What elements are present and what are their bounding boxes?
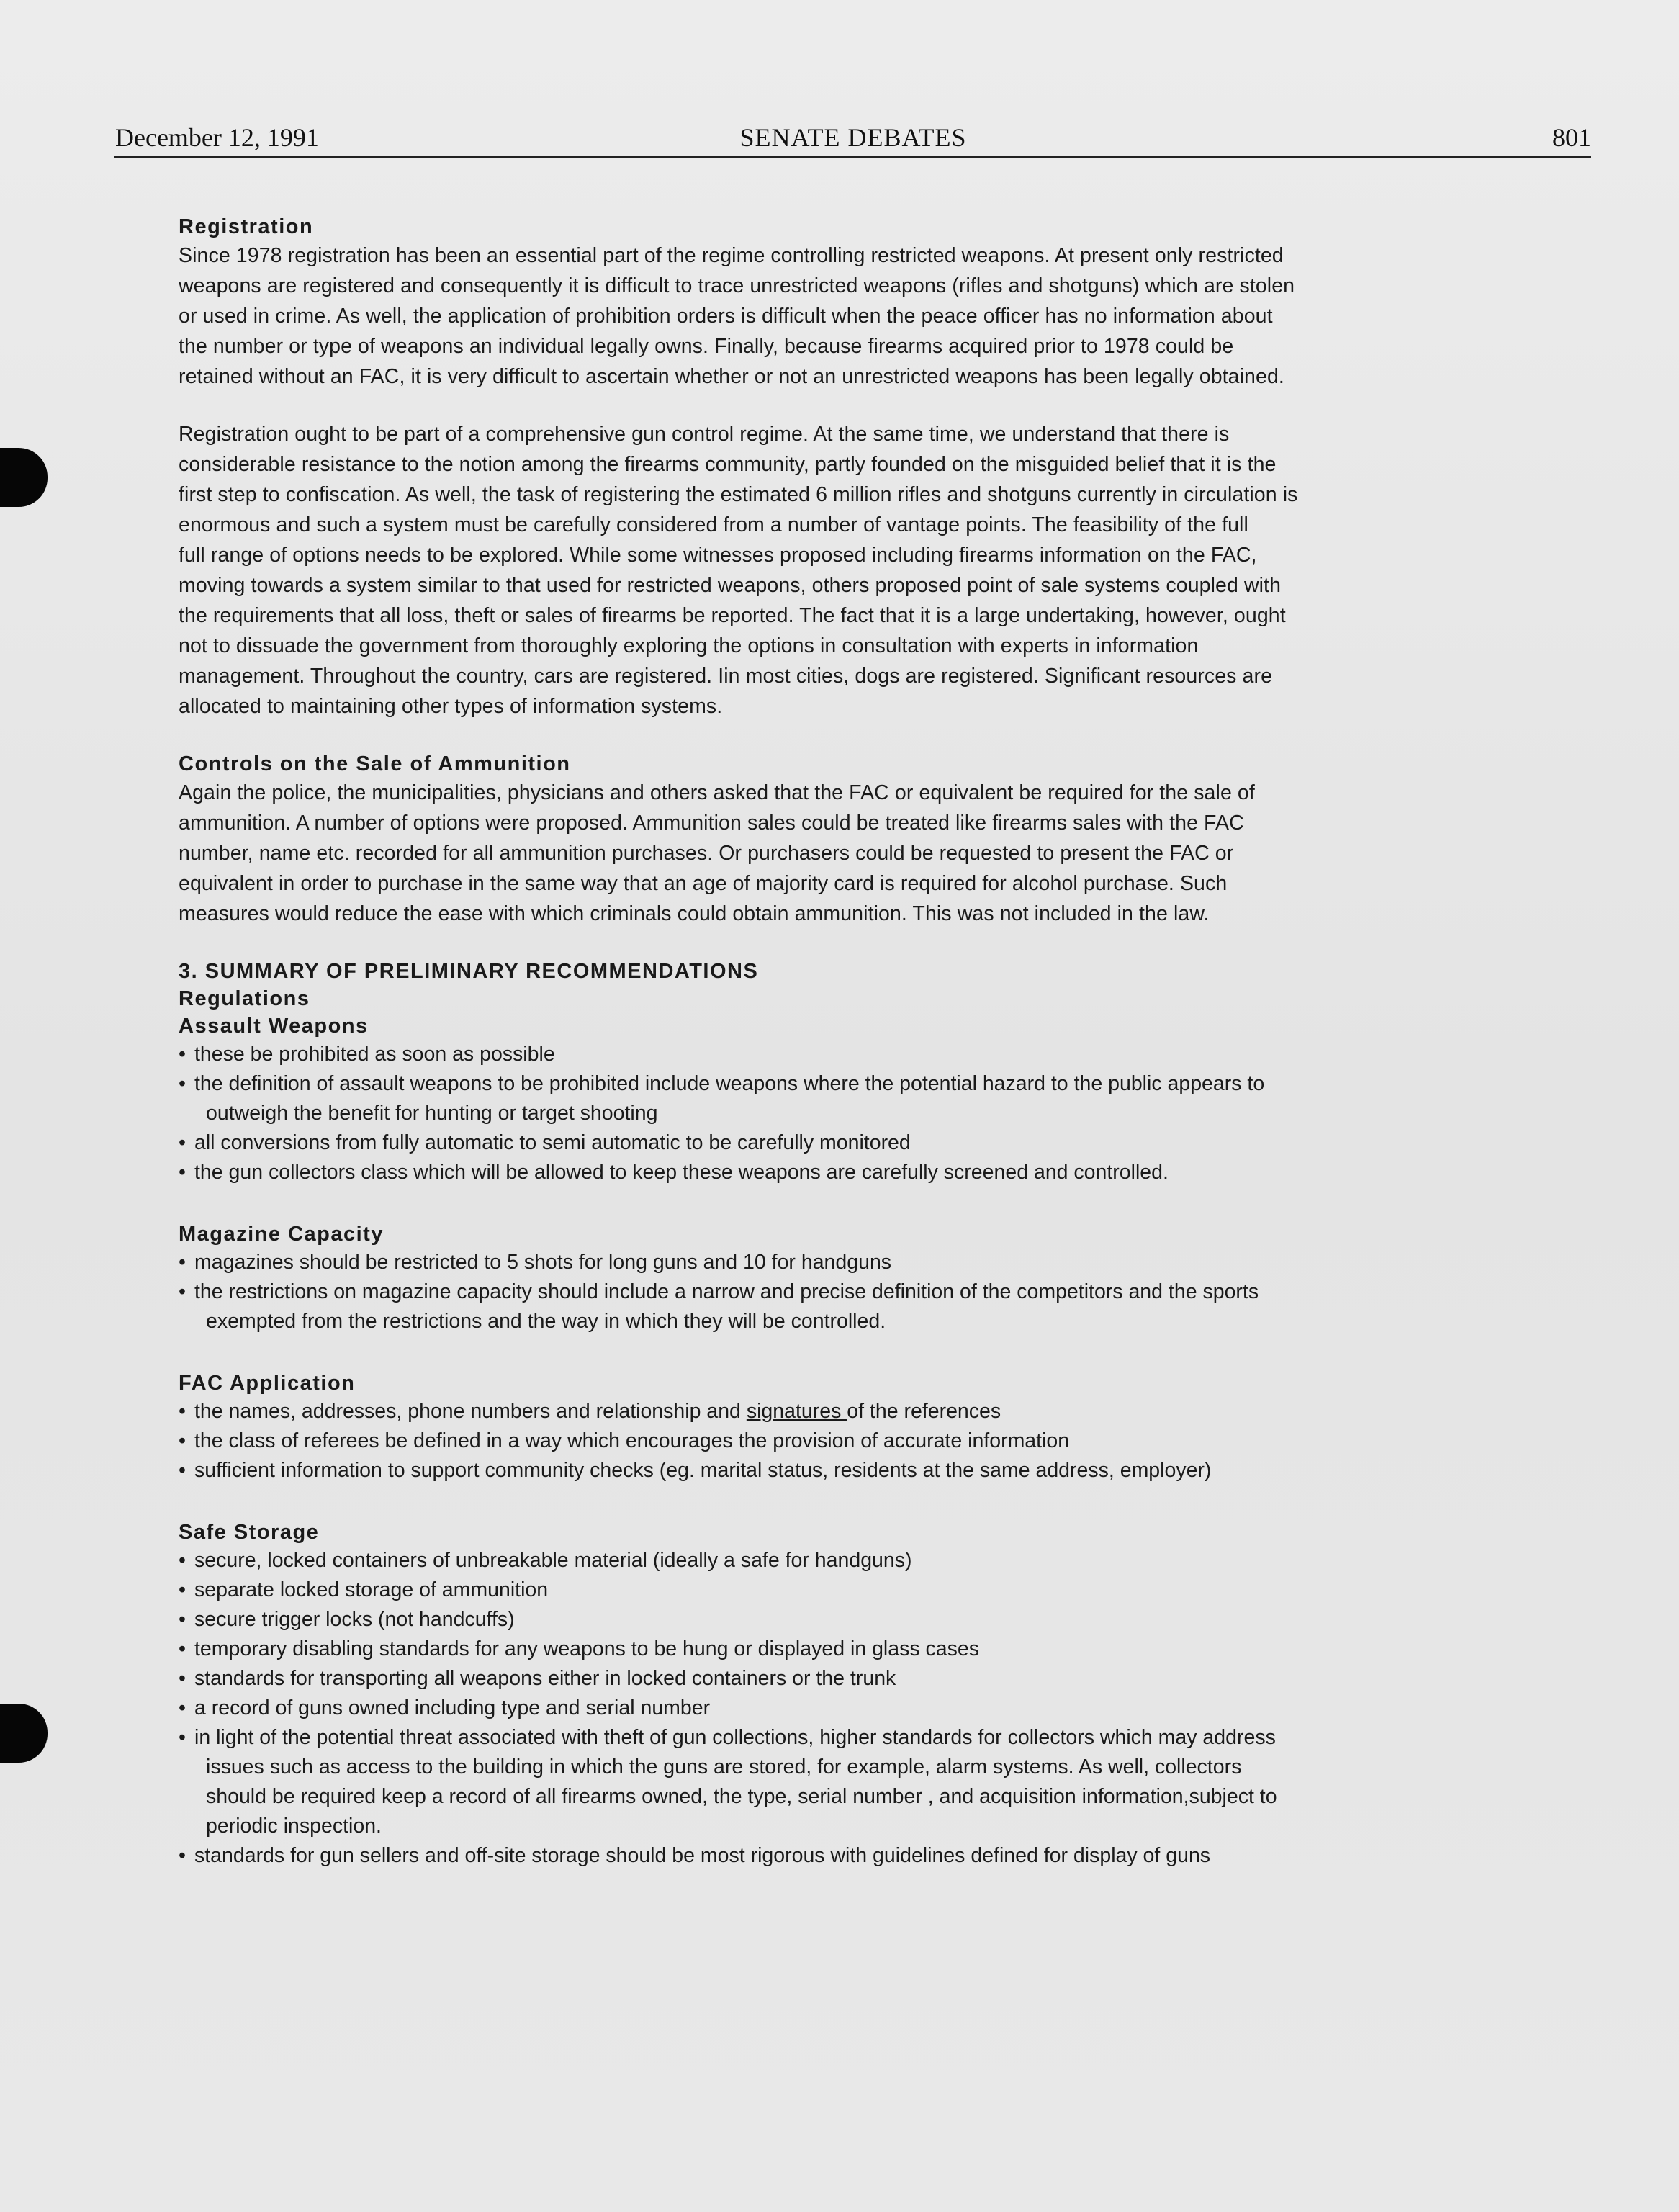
paragraph-line: the requirements that all loss, theft or sales of firearms be reported. The fact that it is a large undertaking, however, ought — [179, 604, 1286, 627]
paragraph-line: Registration ought to be part of a comprehensive gun control regime. At the same time, we understand that there is — [179, 423, 1230, 446]
list-item: • separate locked storage of ammunition — [179, 1578, 549, 1601]
registration-paragraph-2 — [179, 419, 1511, 721]
punch-hole — [0, 1704, 48, 1763]
list-item: • sufficient information to support community checks (eg. marital status, residents at the same address, employer) — [179, 1459, 1212, 1482]
paragraph-line: moving towards a system similar to that used for restricted weapons, others proposed point of sale systems coupled with — [179, 574, 1282, 597]
subheading-assault-weapons: Assault Weapons — [179, 1015, 369, 1038]
list-item: • secure, locked containers of unbreakable material (ideally a safe for handguns) — [179, 1549, 912, 1572]
paragraph-line: ammunition. A number of options were proposed. Ammunition sales could be treated like firearms sales with the FAC — [179, 811, 1244, 835]
list-item: • secure trigger locks (not handcuffs) — [179, 1608, 515, 1631]
subheading-magazine-capacity: Magazine Capacity — [179, 1223, 384, 1246]
registration-paragraph-1 — [179, 240, 1511, 392]
paragraph-line: the number or type of weapons an individual legally owns. Finally, because firearms acquired prior to 1978 could be — [179, 335, 1234, 358]
list-item: • in light of the potential threat associated with theft of gun collections, higher standards for collectors which may address issues such as access to the building in which the guns are stored, for example, alarm systems. As well, collectors should be required keep a record of all firearms owned, the type, serial number , and acquisition information,subject to periodic inspection. — [179, 1726, 1277, 1838]
paragraph-line: full range of options needs to be explored. While some witnesses proposed including firearms information on the FAC, — [179, 544, 1257, 567]
list-item: • the restrictions on magazine capacity should include a narrow and precise definition of the competitors and the sports exempted from the restrictions and the way in which they will be controlled. — [179, 1280, 1259, 1333]
ammunition-paragraph — [179, 778, 1511, 929]
running-header — [115, 122, 1591, 158]
header-title: SENATE DEBATES — [739, 123, 967, 152]
fac-application-list — [179, 1397, 1511, 1485]
paragraph-line: equivalent in order to purchase in the same way that an age of majority card is required for alcohol purchase. Such — [179, 872, 1228, 895]
paragraph-line: measures would reduce the ease with which criminals could obtain ammunition. This was not included in the law. — [179, 902, 1210, 925]
section-heading-summary: 3. SUMMARY OF PRELIMINARY RECOMMENDATIONS — [179, 960, 759, 983]
list-item: • magazines should be restricted to 5 shots for long guns and 10 for handguns — [179, 1251, 892, 1274]
list-item: • all conversions from fully automatic to semi automatic to be carefully monitored — [179, 1131, 911, 1154]
list-item: • the gun collectors class which will be allowed to keep these weapons are carefully screened and controlled. — [179, 1161, 1169, 1184]
punch-hole — [0, 448, 48, 507]
paragraph-line: or used in crime. As well, the application of prohibition orders is difficult when the peace officer has no information about — [179, 305, 1273, 328]
list-item: • standards for transporting all weapons either in locked containers or the trunk — [179, 1667, 896, 1690]
list-item: • a record of guns owned including type and serial number — [179, 1696, 711, 1719]
paragraph-line: allocated to maintaining other types of information systems. — [179, 695, 723, 718]
paragraph-line: Again the police, the municipalities, physicians and others asked that the FAC or equivalent be required for the sale of — [179, 781, 1255, 804]
paragraph-line: number, name etc. recorded for all ammunition purchases. Or purchasers could be requested to present the FAC or — [179, 842, 1234, 865]
header-page-number: 801 — [1552, 123, 1591, 152]
list-item: • temporary disabling standards for any weapons to be hung or displayed in glass cases — [179, 1637, 979, 1660]
underlined-text: signatures — [746, 1400, 847, 1423]
paragraph-line: retained without an FAC, it is very difficult to ascertain whether or not an unrestricted weapons has been legally obtained. — [179, 365, 1284, 388]
paragraph-line: enormous and such a system must be carefully considered from a number of vantage points. The feasibility of the full — [179, 513, 1248, 536]
header-rule — [114, 156, 1591, 158]
list-item: • the class of referees be defined in a way which encourages the provision of accurate information — [179, 1429, 1070, 1452]
list-item: • the names, addresses, phone numbers and relationship and signatures of the references — [179, 1400, 1001, 1423]
subheading-safe-storage: Safe Storage — [179, 1521, 320, 1544]
list-item: • these be prohibited as soon as possible — [179, 1043, 555, 1066]
page-body — [179, 213, 1511, 1871]
assault-weapons-list — [179, 1040, 1511, 1187]
section-heading-ammunition: Controls on the Sale of Ammunition — [179, 752, 571, 775]
paragraph-line: weapons are registered and consequently it is difficult to trace unrestricted weapons (rifles and shotguns) which are stolen — [179, 274, 1295, 297]
subheading-regulations: Regulations — [179, 987, 310, 1010]
paragraph-line: management. Throughout the country, cars are registered. Iin most cities, dogs are registered. Significant resources are — [179, 665, 1273, 688]
header-date: December 12, 1991 — [115, 123, 319, 152]
magazine-capacity-list — [179, 1248, 1511, 1336]
paragraph-line: not to dissuade the government from thoroughly exploring the options in consultation with experts in information — [179, 634, 1199, 657]
list-item: • standards for gun sellers and off-site storage should be most rigorous with guidelines defined for display of guns — [179, 1844, 1211, 1867]
safe-storage-list — [179, 1546, 1511, 1871]
paragraph-line: considerable resistance to the notion among the firearms community, partly founded on the misguided belief that it is the — [179, 453, 1277, 476]
subheading-fac-application: FAC Application — [179, 1372, 356, 1395]
paragraph-line: Since 1978 registration has been an essential part of the regime controlling restricted weapons. At present only restricted — [179, 244, 1284, 267]
section-heading-registration: Registration — [179, 215, 314, 238]
list-item: • the definition of assault weapons to be prohibited include weapons where the potential hazard to the public appears to outweigh the benefit for hunting or target shooting — [179, 1072, 1265, 1125]
paragraph-line: first step to confiscation. As well, the task of registering the estimated 6 million rifles and shotguns currently in circulation is — [179, 483, 1298, 506]
